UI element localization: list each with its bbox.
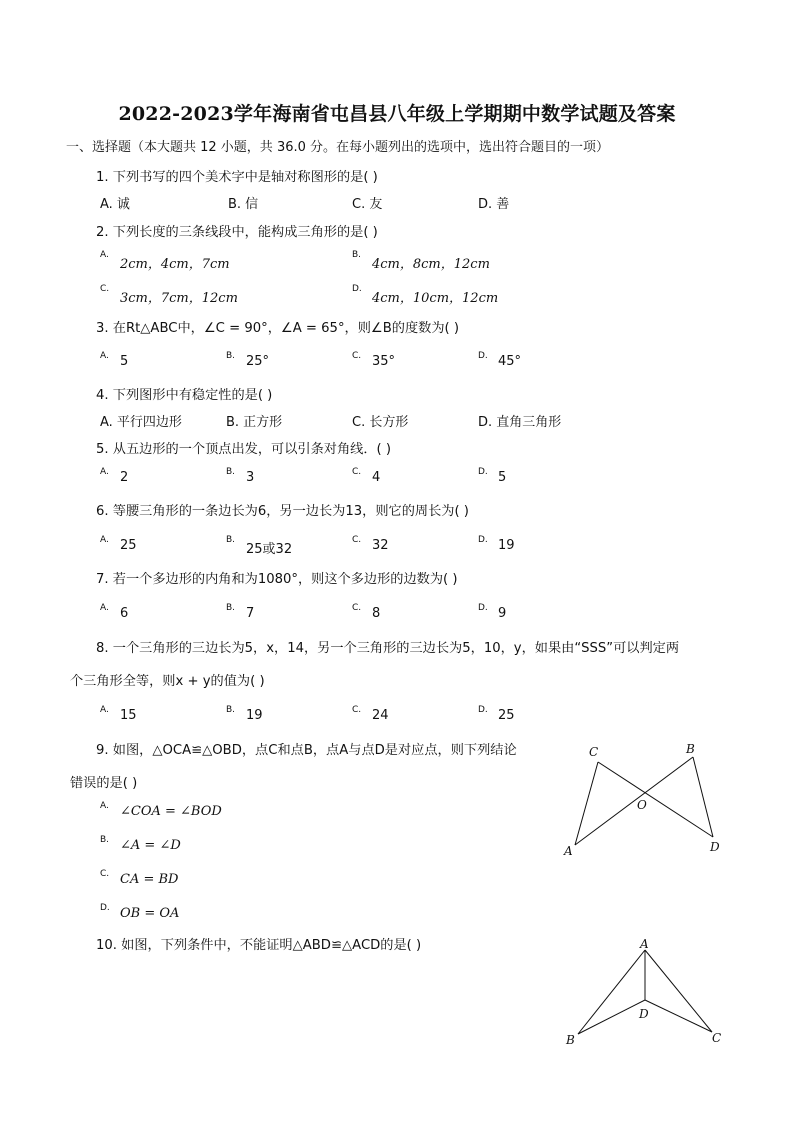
q9-label-b: B. — [100, 835, 110, 845]
q2-label-a: A. — [100, 250, 109, 260]
q8-option-b: 19 — [246, 708, 263, 723]
q7-label-a: A. — [100, 603, 109, 613]
q7-option-b: 7 — [246, 606, 255, 621]
q5-label-a: A. — [100, 467, 109, 477]
q2-label-b: B. — [352, 250, 362, 260]
q7-label-b: B. — [226, 603, 236, 613]
q2-label-c: C. — [100, 284, 110, 294]
q6-option-d: 19 — [498, 538, 515, 553]
q5-label-b: B. — [226, 467, 236, 477]
question-8-stem-cont: 个三角形全等，则x + y的值为( ) — [70, 674, 265, 689]
fig9-label-c: C — [589, 745, 599, 759]
q6-label-a: A. — [100, 535, 109, 545]
q6-option-c: 32 — [372, 538, 389, 553]
q5-label-c: C. — [352, 467, 362, 477]
q3-label-b: B. — [226, 351, 236, 361]
fig9-label-o: O — [637, 798, 647, 812]
q4-option-a: A. 平行四边形 — [100, 415, 182, 430]
fig10-label-b: B — [566, 1033, 575, 1047]
q5-option-c: 4 — [372, 470, 381, 485]
question-9-stem: 9. 如图，△OCA≌△OBD，点C和点B，点A与点D是对应点，则下列结论 — [96, 743, 517, 758]
q2-option-c: 3cm，7cm，12cm — [120, 291, 238, 306]
q6-label-c: C. — [352, 535, 362, 545]
question-8-stem: 8. 一个三角形的三边长为5，x，14，另一个三角形的三边长为5，10，y，如果由“SSS”可以判定两 — [96, 641, 680, 656]
q1-option-b: B. 信 — [228, 197, 259, 212]
q9-label-c: C. — [100, 869, 110, 879]
fig10-seg-cd — [645, 1000, 712, 1032]
question-4-stem: 4. 下列图形中有稳定性的是( ) — [96, 388, 273, 403]
q2-option-a: 2cm，4cm，7cm — [120, 257, 230, 272]
q5-option-b: 3 — [246, 470, 255, 485]
q4-option-b: B. 正方形 — [226, 415, 283, 430]
q3-option-a: 5 — [120, 354, 129, 369]
q2-label-d: D. — [352, 284, 362, 294]
question-3-stem: 3. 在Rt△ABC中，∠C = 90°，∠A = 65°，则∠B的度数为( ) — [96, 321, 460, 336]
q7-option-a: 6 — [120, 606, 129, 621]
q3-option-d: 45° — [498, 354, 522, 369]
fig10-label-d: D — [639, 1007, 649, 1021]
q3-label-d: D. — [478, 351, 488, 361]
question-7-stem: 7. 若一个多边形的内角和为1080°，则这个多边形的边数为( ) — [96, 572, 458, 587]
q6-option-a: 25 — [120, 538, 137, 553]
q7-label-d: D. — [478, 603, 488, 613]
q1-option-a: A. 诚 — [100, 197, 130, 212]
q8-option-d: 25 — [498, 708, 515, 723]
q8-option-c: 24 — [372, 708, 389, 723]
q7-option-d: 9 — [498, 606, 507, 621]
q2-option-d: 4cm，10cm，12cm — [372, 291, 499, 306]
q1-option-c: C. 友 — [352, 197, 383, 212]
q3-option-b: 25° — [246, 354, 270, 369]
q9-option-c: CA = BD — [120, 872, 179, 887]
question-5-stem: 5. 从五边形的一个顶点出发，可以引条对角线．( ) — [96, 442, 392, 457]
question-10-stem: 10. 如图，下列条件中，不能证明△ABD≌△ACD的是( ) — [96, 938, 422, 953]
fig10-seg-bd — [578, 1000, 645, 1034]
fig10-label-c: C — [712, 1031, 722, 1045]
fig9-seg-bd — [693, 757, 713, 837]
q3-label-a: A. — [100, 351, 109, 361]
fig9-seg-ba — [575, 757, 693, 845]
q9-option-b: ∠A = ∠D — [120, 838, 181, 853]
fig9-label-a: A — [564, 844, 573, 858]
q4-option-c: C. 长方形 — [352, 415, 409, 430]
question-1-stem: 1. 下列书写的四个美术字中是轴对称图形的是( ) — [96, 170, 378, 185]
fig9-label-b: B — [686, 742, 695, 756]
question-9-stem-cont: 错误的是( ) — [70, 776, 138, 791]
q3-label-c: C. — [352, 351, 362, 361]
q6-label-d: D. — [478, 535, 488, 545]
q8-label-c: C. — [352, 705, 362, 715]
q9-option-a: ∠COA = ∠BOD — [120, 804, 222, 819]
q3-option-c: 35° — [372, 354, 396, 369]
q6-label-b: B. — [226, 535, 236, 545]
figure-q9-triangles — [555, 735, 735, 860]
q7-label-c: C. — [352, 603, 362, 613]
fig10-seg-ab — [578, 950, 645, 1034]
fig10-label-a: A — [640, 937, 649, 951]
page-title: 2022-2023学年海南省屯昌县八年级上学期期中数学试题及答案 — [118, 103, 676, 125]
q8-label-d: D. — [478, 705, 488, 715]
figure-q10-triangles — [555, 932, 735, 1057]
q6-option-b: 25或32 — [246, 542, 293, 557]
q8-option-a: 15 — [120, 708, 137, 723]
q5-option-d: 5 — [498, 470, 507, 485]
fig9-label-d: D — [710, 840, 720, 854]
q5-option-a: 2 — [120, 470, 129, 485]
q8-label-b: B. — [226, 705, 236, 715]
section-heading: 一、选择题（本大题共 12 小题，共 36.0 分。在每小题列出的选项中，选出符合题目的一项） — [66, 140, 610, 155]
q8-label-a: A. — [100, 705, 109, 715]
q2-option-b: 4cm，8cm，12cm — [372, 257, 490, 272]
q9-option-d: OB = OA — [120, 906, 180, 921]
fig9-seg-ca — [575, 762, 598, 845]
fig10-seg-ac — [645, 950, 712, 1032]
q9-label-a: A. — [100, 801, 109, 811]
q1-option-d: D. 善 — [478, 197, 510, 212]
q4-option-d: D. 直角三角形 — [478, 415, 562, 430]
question-6-stem: 6. 等腰三角形的一条边长为6，另一边长为13，则它的周长为( ) — [96, 504, 469, 519]
fig9-seg-cd — [598, 762, 713, 837]
q5-label-d: D. — [478, 467, 488, 477]
question-2-stem: 2. 下列长度的三条线段中，能构成三角形的是( ) — [96, 225, 378, 240]
q9-label-d: D. — [100, 903, 110, 913]
q7-option-c: 8 — [372, 606, 381, 621]
